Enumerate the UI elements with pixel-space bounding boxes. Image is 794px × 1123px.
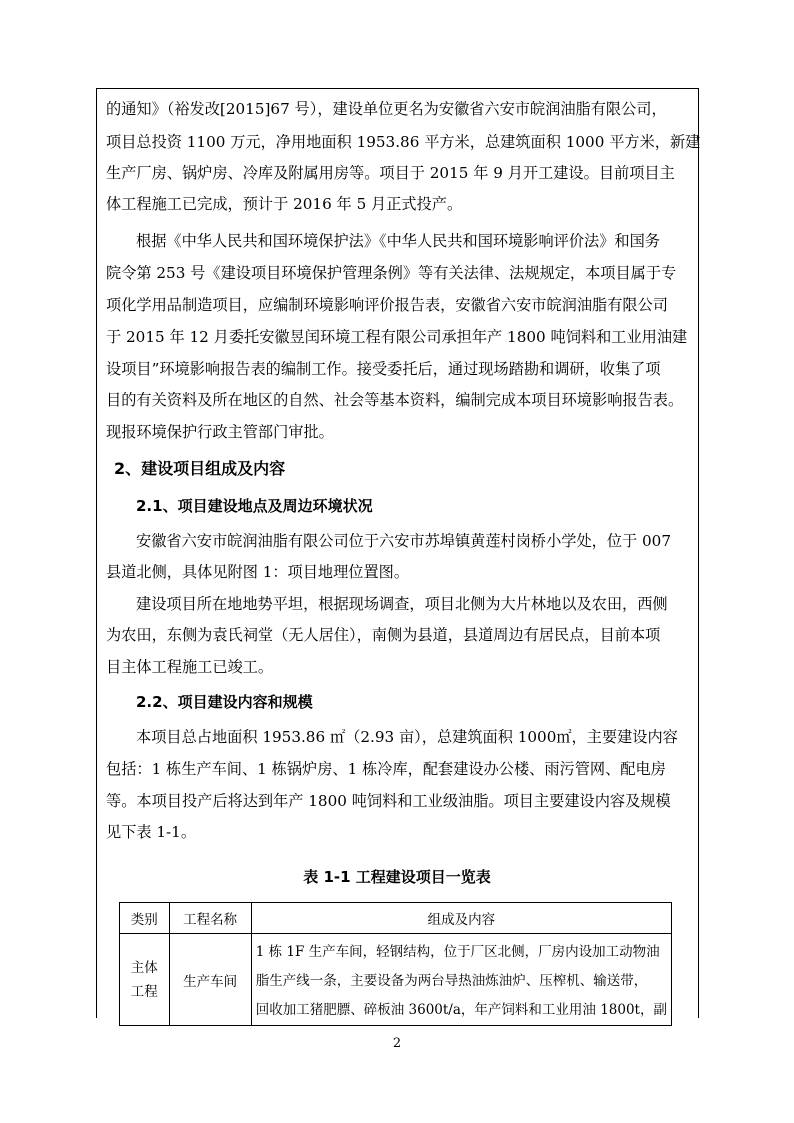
environment-line-3: 目主体工程施工已竣工。 <box>106 658 274 676</box>
section-2-2-heading: 2.2、项目建设内容和规模 <box>136 693 313 711</box>
category-line-1: 主体 <box>130 959 158 976</box>
intro-line-2: 项目总投资 1100 万元，净用地面积 1953.86 平方米，总建筑面积 1000 平方米，新建 <box>106 133 701 151</box>
content-line-3: 回收加工猪肥膘、碎板油 3600t/a，年产饲料和工业用油 1800t，副 <box>255 1002 667 1018</box>
law-line-4: 于 2015 年 12 月委托安徽昱闰环境工程有限公司承担年产 1800 吨饲料和工业用油建 <box>106 328 688 346</box>
law-line-6: 目的有关资料及所在地区的自然、社会等基本资料，编制完成本项目环境影响报告表。 <box>106 391 684 409</box>
scale-line-1: 本项目总占地面积 1953.86 ㎡（2.93 亩），总建筑面积 1000㎡，主要建设内容 <box>136 728 678 746</box>
law-line-1: 根据《中华人民共和国环境保护法》《中华人民共和国环境影响评价法》和国务 <box>136 232 660 250</box>
table-caption: 表 1-1 工程建设项目一览表 <box>303 868 491 886</box>
law-line-5: 设项目”环境影响报告表的编制工作。接受委托后，通过现场踏勘和调研，收集了项 <box>106 360 661 378</box>
header-category: 类别 <box>120 903 170 934</box>
law-line-3: 项化学用品制造项目，应编制环境影响评价报告表，安徽省六安市皖润油脂有限公司 <box>106 296 668 314</box>
scale-line-2: 包括：1 栋生产车间、1 栋锅炉房、1 栋冷库，配套建设办公楼、雨污管网、配电房 <box>106 760 666 778</box>
table-row <box>120 934 672 1026</box>
environment-line-2: 为农田，东侧为袁氏祠堂（无人居住），南侧为县道，县道周边有居民点，目前本项 <box>106 626 661 644</box>
row-category <box>120 934 170 1026</box>
law-line-2: 院令第 253 号《建设项目环境保护管理条例》等有关法律、法规规定，本项目属于专 <box>106 264 677 282</box>
intro-line-1: 的通知》（裕发改[2015]67 号），建设单位更名为安徽省六安市皖润油脂有限公司， <box>106 100 667 118</box>
category-line-2: 工程 <box>130 983 158 1000</box>
section-2-1-heading: 2.1、项目建设地点及周边环境状况 <box>136 497 373 515</box>
intro-line-3: 生产厂房、锅炉房、冷库及附属用房等。项目于 2015 年 9 月开工建设。目前项目主 <box>106 164 675 182</box>
project-table <box>119 902 672 1026</box>
row-project-name: 生产车间 <box>169 934 251 1026</box>
content-line-1: 1 栋 1F 生产车间，轻钢结构，位于厂区北侧，厂房内设加工动物油 <box>255 944 660 960</box>
header-content: 组成及内容 <box>251 903 671 934</box>
row-content <box>251 934 671 1026</box>
location-line-1: 安徽省六安市皖润油脂有限公司位于六安市苏埠镇黄莲村岗桥小学处，位于 007 <box>136 532 672 550</box>
scale-line-3: 等。本项目投产后将达到年产 1800 吨饲料和工业级油脂。项目主要建设内容及规模 <box>106 792 671 810</box>
page-number: 2 <box>392 1036 402 1051</box>
environment-line-1: 建设项目所在地地势平坦，根据现场调查，项目北侧为大片林地以及农田，西侧 <box>136 595 668 613</box>
section-2-heading: 2、建设项目组成及内容 <box>114 459 286 478</box>
law-line-7: 现报环境保护行政主管部门审批。 <box>106 423 334 441</box>
scale-line-4: 见下表 1-1。 <box>106 823 197 841</box>
content-line-2: 脂生产线一条，主要设备为两台导热油炼油炉、压榨机、输送带， <box>255 973 648 989</box>
header-project-name: 工程名称 <box>169 903 251 934</box>
location-line-2: 县道北侧，具体见附图 1：项目地理位置图。 <box>106 563 410 581</box>
table-header-row <box>120 903 672 934</box>
intro-line-4: 体工程施工已完成，预计于 2016 年 5 月正式投产。 <box>106 195 463 213</box>
